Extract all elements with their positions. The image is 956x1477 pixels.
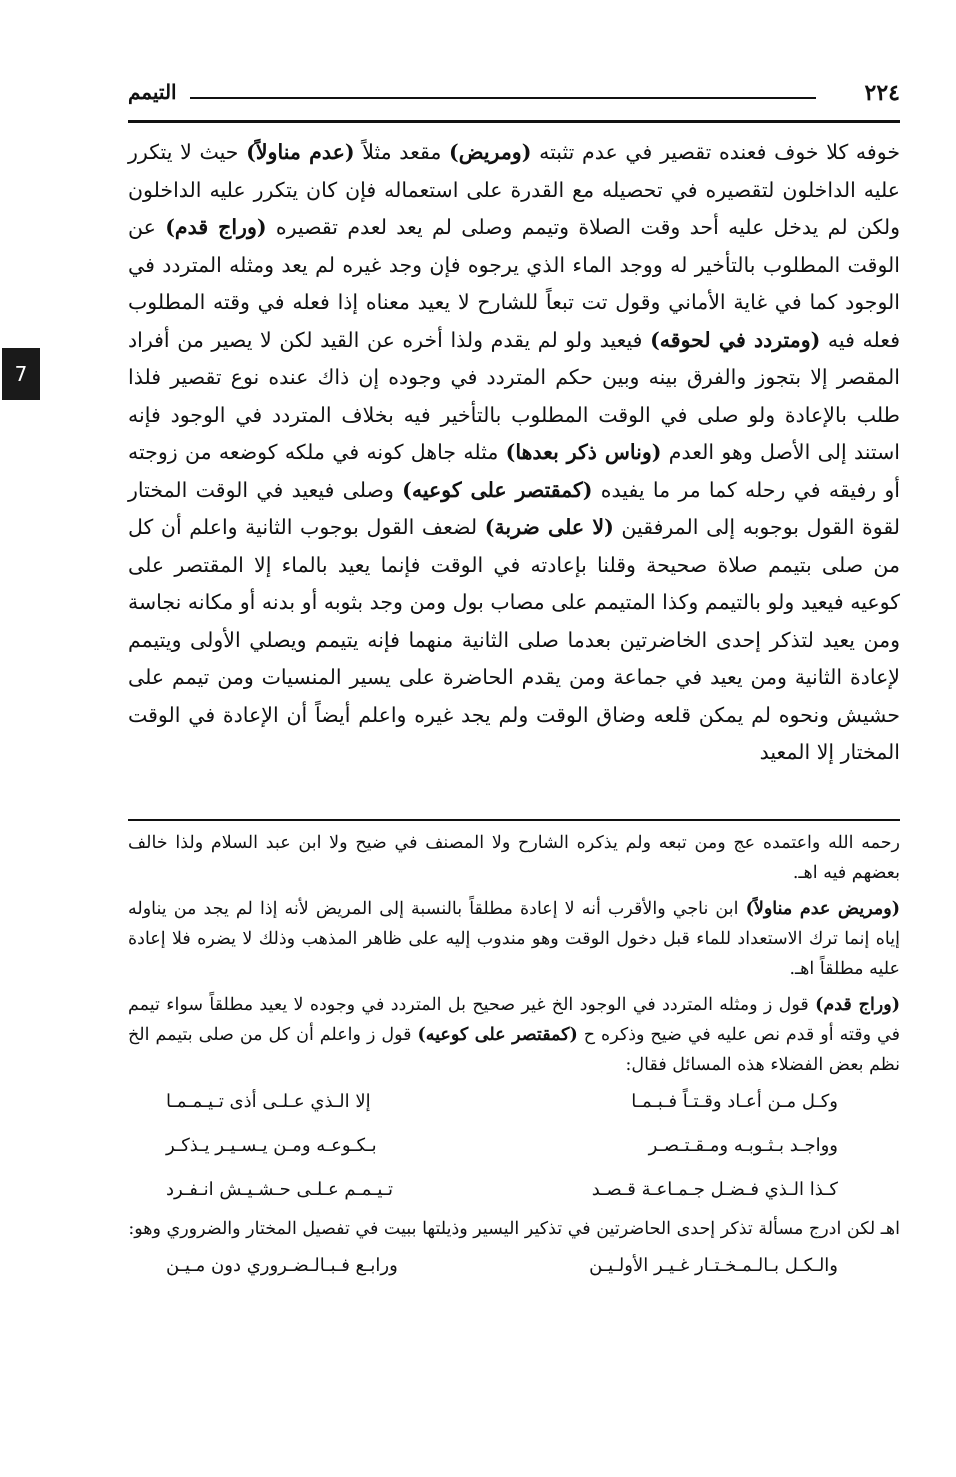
- footnote-paragraph: اهـ لكن ادرج مسألة تذكر إحدى الحاضرتين في تذكير اليسير وذيلتها ببيت في تفصيل المختار والضروري وهو:: [128, 1219, 900, 1239]
- matn-term: (وناس ذكر بعدها): [505, 440, 662, 464]
- footnote-paragraph: رحمه الله واعتمده عج ومن تبعه ولم يذكره الشارح ولا المصنف في ضيح ولا ابن عبد السلام ولذا خالف بعضهم فيه اهـ.: [128, 833, 900, 883]
- verse-line: [128, 1246, 900, 1286]
- verse-second-hemistich: بـكـوعـه ومـن يـسـيـر يـذكـر: [166, 1135, 377, 1156]
- footnote-rule: [128, 819, 900, 821]
- verse-second-hemistich: إلا الـذي عـلـى أذى تـيـمـمـا: [166, 1091, 371, 1112]
- matn-term: (ومريض): [449, 140, 532, 164]
- footnote-paragraph: (ومريض عدم مناولاً) ابن ناجي والأقرب أنه لا إعادة مطلقاً بالنسبة إلى المريض لأنه إذا لم يجد من يناوله إياه إنما ترك الاستعداد للماء قبل دخول الوقت وهو مندوب إليه على ظاهر المذهب وذلك لا يضره فلا إعادة عليه مطلقاً اهـ.: [128, 899, 900, 979]
- verse-line: [128, 1082, 900, 1122]
- matn-term: (كمقتصر على كوعيه): [402, 477, 593, 502]
- matn-term: (عدم مناولاً): [246, 140, 355, 164]
- main-text: [128, 134, 900, 772]
- verse-first-hemistich: كـذا الـذي فـضـل جـمـاعـة قـصـد: [591, 1179, 838, 1200]
- verse-first-hemistich: وكـل مـن أعـاد وقـتـاً فـبـمـا: [631, 1091, 838, 1112]
- matn-term: (ومتردد في لحوقه): [650, 327, 821, 352]
- header-divider: [190, 97, 816, 99]
- footnote-term: (ومريض عدم مناولاً): [745, 899, 900, 919]
- matn-term: (لا على ضربة): [484, 515, 614, 539]
- footnotes: [128, 828, 900, 1290]
- verse-line: [128, 1170, 900, 1210]
- running-title: التيمم: [128, 80, 177, 104]
- verse-line: [128, 1126, 900, 1166]
- verse-first-hemistich: والـكـل بـالـمـخـتـار غـيـر الأولـيـن: [589, 1255, 838, 1276]
- footnote-term: (كمقتصر على كوعيه): [417, 1025, 578, 1045]
- footnote-paragraph: (وراج قدم) قول ز ومثله المتردد في الوجود الخ غير صحيح بل المتردد في وجوده لا يعيد مطلقاً سواء تيمم في وقته أو قدم نص عليه في ضيح وذكره ح (كمقتصر على كوعيه) قول ز واعلم أن كل من صلى بتيمم الخ نظم بعض الفضلاء هذه المسائل فقال:: [128, 995, 900, 1075]
- verse-second-hemistich: تـيـمـم عـلـى حـشـيـش انـفـرد: [166, 1179, 394, 1200]
- verse-first-hemistich: وواجـد بـثـوبـه ومـقـتـصـر: [648, 1135, 838, 1156]
- header-rule: [128, 120, 900, 123]
- page-number: ٢٢٤: [864, 80, 900, 106]
- footnote-term: (وراج قدم): [815, 995, 900, 1015]
- matn-term: (وراج قدم): [165, 215, 267, 239]
- chapter-thumb-tab: 7: [2, 348, 40, 400]
- verse-second-hemistich: ورابـع فـبـالـضـروري دون مـيـن: [166, 1255, 398, 1276]
- main-paragraph: خوفه كلا خوف فعنده تقصير في عدم تثبته (ومريض) مقعد مثلاً (عدم مناولاً) حيث لا يتكرر عليه الداخلون لتقصيره في تحصيله مع القدرة على استعماله فإن كان يتكرر عليه الداخلون ولكن لم يدخل عليه أحد وقت الصلاة وتيمم وصلى لم يعد لعدم تقصيره (وراج قدم) عن الوقت المطلوب بالتأخير له ووجد الماء الذي يرجوه فإن وجد غيره لم يعد ومثله المتردد في الوجود كما في غاية الأماني وقول تت تبعاً للشارح لا يعيد معناه إذا فعله في وقته المطلوب فعله فيه (ومتردد في لحوقه) فيعيد ولو لم يقدم ولذا أخره عن القيد لكن لا يصير من أفراد المقصر إلا بتجوز والفرق بينه وبين حكم المتردد في وجوده إن ذاك عنده نوع تقصير فلذا طلب بالإعادة ولو صلى في الوقت المطلوب بالتأخير فيه بخلاف المتردد في الوجود فإنه استند إلى الأصل وهو العدم (وناس ذكر بعدها) مثله جاهل كونه في ملكه كوضعه من زوجته أو رفيقه في رحله كما مر ما يفيده (كمقتصر على كوعيه) وصلى فيعيد في الوقت المختار لقوة القول بوجوبه إلى المرفقين (لا على ضربة) لضعف القول بوجوب الثانية واعلم أن كل من صلى بتيمم صلاة صحيحة وقلنا بإعادته في الوقت فإنما يعيد بالماء إلا المقتصر على كوعيه فيعيد ولو بالتيمم وكذا المتيمم على مصاب بول ومن وجد بثوبه أو بدنه أو مكانه نجاسة ومن يعيد لتذكر إحدى الخاضرتين بعدما صلى الثانية منهما فإنه يتيمم ويصلي الأولى ويتيمم لإعادة الثانية ومن يعيد في جماعة ومن يقدم الحاضرة على يسير المنسيات ومن تيمم على حشيش ونحوه لم يمكن قلعه وضاق الوقت ولم يجد غيره واعلم أيضاً أن الإعادة في الوقت المختار إلا المعيد: [128, 140, 900, 764]
- page-header: [128, 80, 900, 114]
